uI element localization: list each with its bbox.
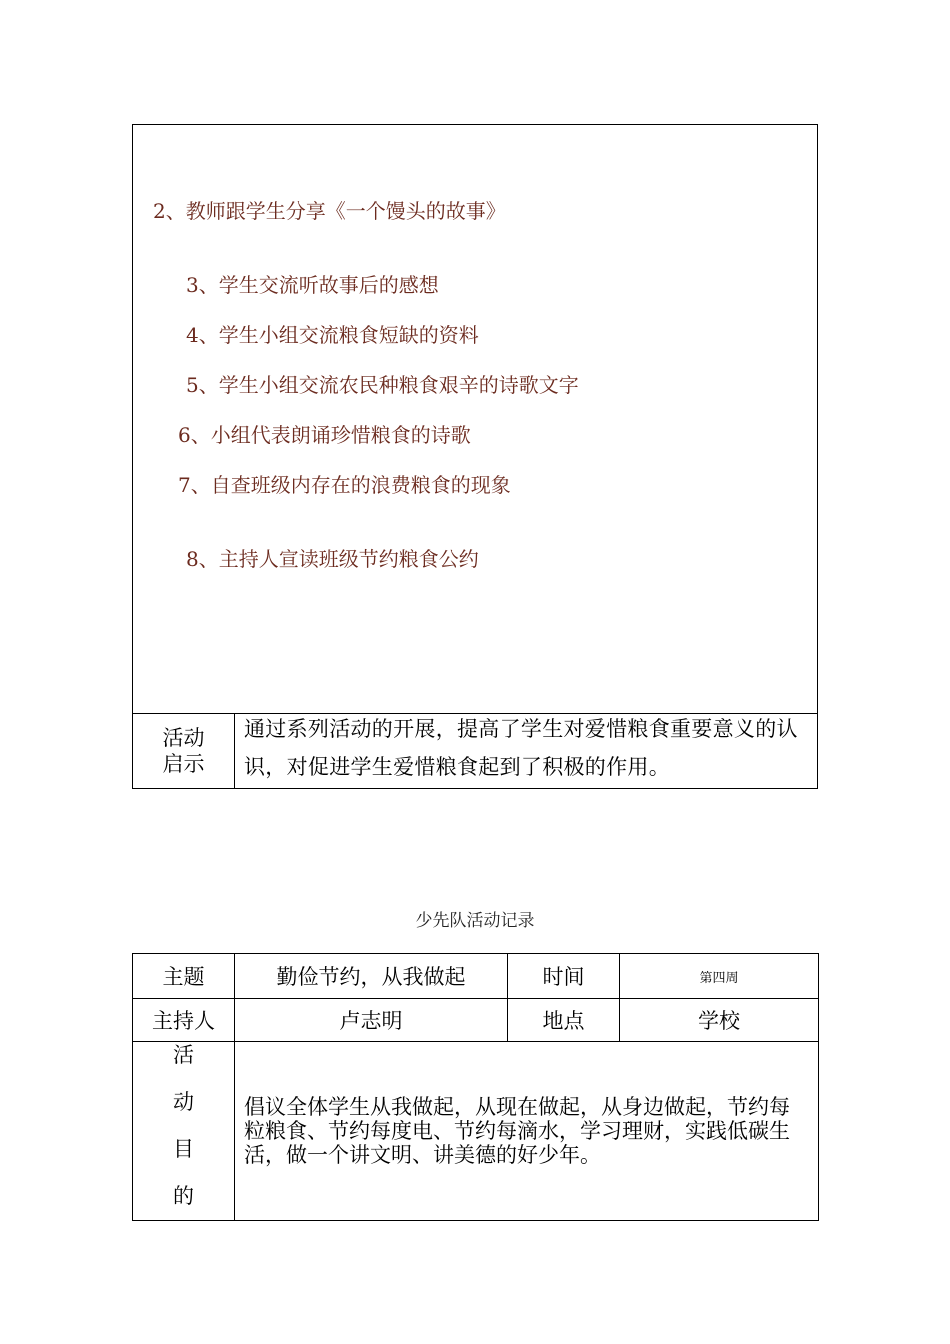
purpose-label-char: 的 [173, 1184, 194, 1208]
time-value: 第四周 [620, 954, 819, 999]
step-item: 2、教师跟学生分享《一个馒头的故事》 [153, 199, 506, 223]
insight-label [133, 725, 234, 777]
insight-text: 通过系列活动的开展，提高了学生对爱惜粮食重要意义的认识，对促进学生爱惜粮食起到了积极的作用。 [244, 717, 798, 779]
step-item: 8、主持人宣读班级节约粮食公约 [186, 547, 479, 571]
step-item: 7、自查班级内存在的浪费粮食的现象 [178, 473, 511, 497]
place-value: 学校 [620, 999, 819, 1042]
theme-value: 勤俭节约，从我做起 [235, 954, 508, 999]
purpose-label-char: 动 [173, 1090, 194, 1114]
step-item: 4、学生小组交流粮食短缺的资料 [186, 323, 479, 347]
host-label: 主持人 [133, 999, 235, 1042]
place-label: 地点 [508, 999, 620, 1042]
record-title: 少先队活动记录 [415, 911, 535, 931]
step-item: 5、学生小组交流农民种粮食艰辛的诗歌文字 [186, 373, 579, 397]
step-item: 3、学生交流听故事后的感想 [186, 273, 439, 297]
step-item: 6、小组代表朗诵珍惜粮食的诗歌 [178, 423, 471, 447]
time-label: 时间 [508, 954, 620, 999]
purpose-text [235, 1042, 819, 1221]
purpose-label [133, 1042, 235, 1221]
insight-label-line2: 启示 [162, 752, 205, 776]
insight-label-line1: 活动 [162, 726, 205, 750]
purpose-label-char: 活 [173, 1043, 194, 1067]
insight-divider [234, 713, 235, 789]
purpose-label-char: 目 [173, 1137, 194, 1161]
record-table [132, 953, 819, 1221]
theme-label: 主题 [133, 954, 235, 999]
purpose-text-content: 倡议全体学生从我做起，从现在做起，从身边做起，节约每粒粮食、节约每度电、节约每滴水，学习理财，实践低碳生活，做一个讲文明、讲美德的好少年。 [244, 1095, 790, 1167]
host-value: 卢志明 [235, 999, 508, 1042]
